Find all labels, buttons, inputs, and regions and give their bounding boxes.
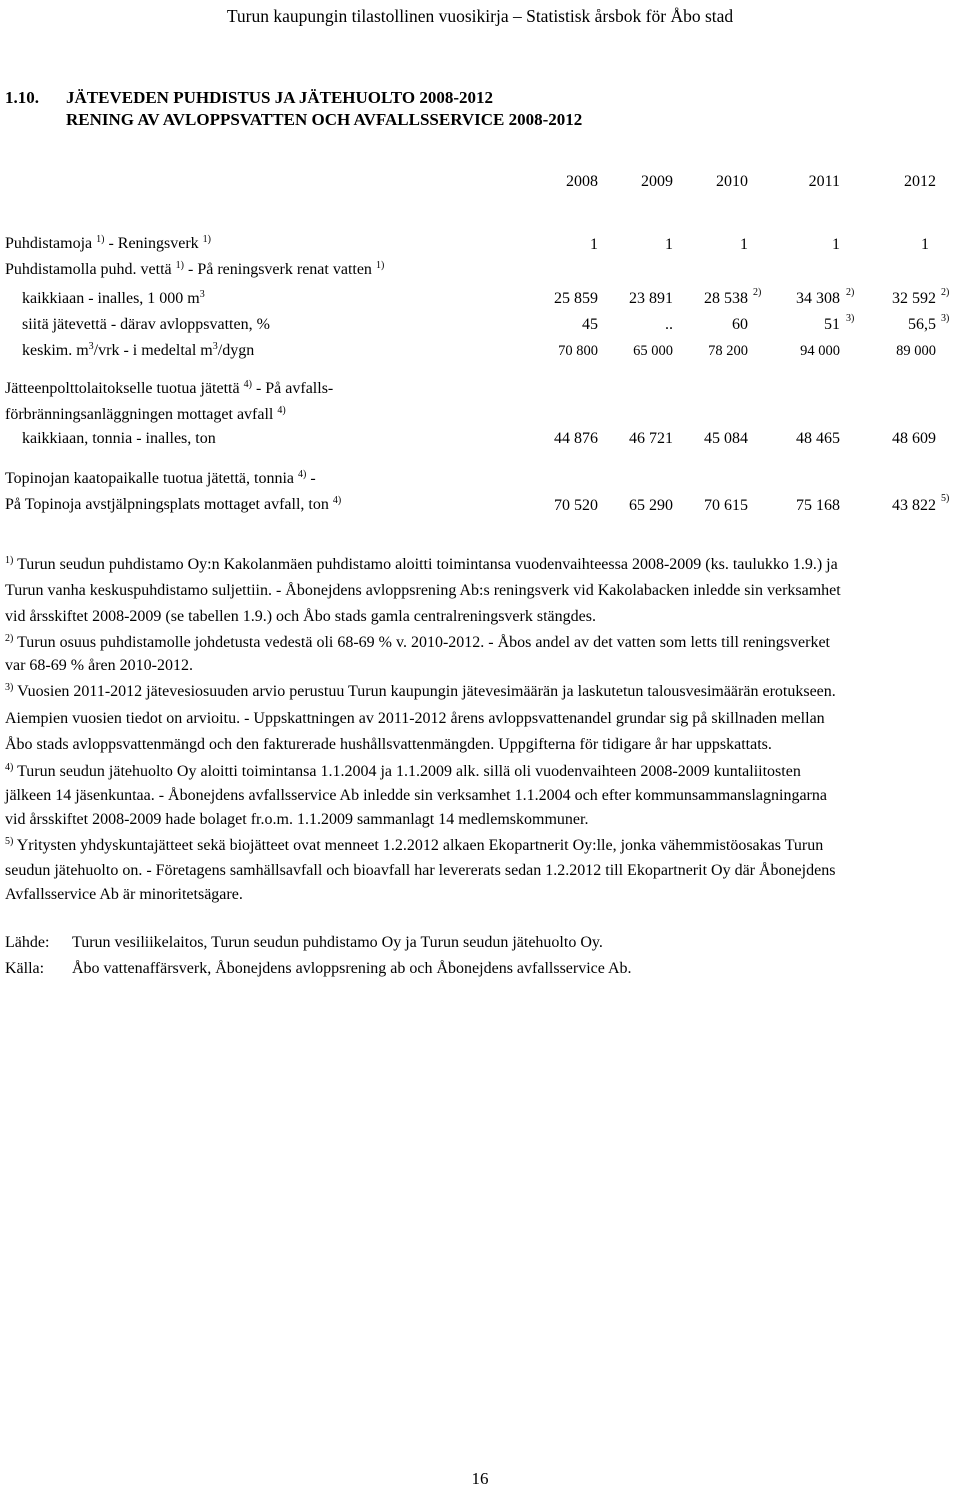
table-cell: 70 520 (554, 497, 598, 514)
footnote-ref: 2) (941, 287, 950, 298)
row-incineration-label-2: förbränningsanläggningen mottaget avfall $^{4)}$ (5, 405, 286, 423)
table-cell: 75 168 (796, 497, 840, 514)
year-2010: 2010 (716, 173, 748, 190)
footnote-2-line-2: var 68-69 % åren 2010-2012. (5, 657, 193, 674)
table-cell: 60 (732, 316, 748, 333)
source-label-sv: Källa: (5, 960, 45, 977)
table-cell: 44 876 (554, 430, 598, 447)
table-cell: 89 000 (896, 343, 936, 359)
table-cell: 23 891 (629, 290, 673, 307)
table-cell: 46 721 (629, 430, 673, 447)
table-cell: 94 000 (800, 343, 840, 359)
table-cell: 34 308 (796, 290, 840, 307)
table-title-sv: RENING AV AVLOPPSVATTEN OCH AVFALLSSERVICE 2008-2012 (66, 110, 583, 129)
row-incineration-label-1: Jätteenpolttolaitokselle tuotua jätettä $^{4)}$ - På avfalls- (5, 379, 334, 397)
table-cell: 51 (824, 316, 840, 333)
table-cell: 43 822 (892, 497, 936, 514)
table-cell: 1 (590, 236, 598, 253)
table-cell: 1 (832, 236, 840, 253)
footnote-ref: 2) (753, 287, 762, 298)
footnote-5-line-2: seudun jätehuolto on. - Företagens samhällsavfall och bioavfall har levererats sedan 1.2.2012 till Ekopartnerit Oy där Åbonejdens (5, 862, 836, 879)
footnote-1-line-1: $^{1)}$ Turun seudun puhdistamo Oy:n Kakolanmäen puhdistamo aloitti toimintansa vuodenvaihteessa 2008-2009 (ks. taulukko 1.9.) ja (5, 555, 838, 573)
source-text-sv: Åbo vattenaffärsverk, Åbonejdens avloppsrening ab och Åbonejdens avfallsservice Ab. (72, 960, 632, 977)
footnote-5-line-1: $^{5)}$ Yritysten yhdyskuntajätteet sekä biojätteet ovat menneet 1.2.2012 alkaen Ekopartnerit Oy:lle, jonka vähemmistöosakas Turun (5, 836, 824, 854)
table-cell: 70 615 (704, 497, 748, 514)
footnote-4-line-1: $^{4)}$ Turun seudun jätehuolto Oy aloitti toimintansa 1.1.2004 ja 1.1.2009 alk. sillä oli vuodenvaihteen 2008-2009 kuntaliitosten (5, 762, 801, 780)
table-cell: 48 609 (892, 430, 936, 447)
footnote-3-line-3: Åbo stads avloppsvattenmängd och den fakturerade hushållsvattenmängden. Uppgifterna för tidigare år har uppskattats. (5, 736, 772, 753)
table-cell: 1 (665, 236, 673, 253)
footnote-1-line-3: vid årsskiftet 2008-2009 (se tabellen 1.9.) och Åbo stads gamla centralreningsverk stängdes. (5, 608, 596, 625)
table-cell: 45 (582, 316, 598, 333)
table-cell: 1 (921, 236, 929, 253)
table-cell: 45 084 (704, 430, 748, 447)
table-cell: 32 592 (892, 290, 936, 307)
table-cell: 65 290 (629, 497, 673, 514)
footnote-4-line-2: jälkeen 14 jäsenkuntaa. - Åbonejdens avfallsservice Ab inledde sin verksamhet 1.1.2004 och efter kommunsammanslagningarna (5, 787, 827, 804)
row-share-label: siitä jätevettä - därav avloppsvatten, % (22, 316, 270, 333)
footnote-4-line-3: vid årsskiftet 2008-2009 hade bolaget fr.o.m. 1.1.2009 sammanlagt 14 medlemskommuner. (5, 811, 589, 828)
row-treated-label: Puhdistamolla puhd. vettä $^{1)}$ - På reningsverk renat vatten $^{1)}$ (5, 260, 385, 278)
table-cell: 48 465 (796, 430, 840, 447)
footnote-3-line-2: Aiempien vuosien tiedot on arvioitu. - Uppskattningen av 2011-2012 årens avloppsvattenandel grundar sig på skillnaden mellan (5, 710, 825, 727)
table-number: 1.10. (5, 88, 39, 107)
table-cell: 78 200 (708, 343, 748, 359)
year-2011: 2011 (808, 173, 840, 190)
table-cell: 70 800 (558, 343, 598, 359)
row-landfill-label-2: På Topinoja avstjälpningsplats mottaget avfall, ton $^{4)}$ (5, 495, 342, 513)
footnote-ref: 3) (846, 313, 855, 324)
source-label-fi: Lähde: (5, 934, 50, 951)
row-incineration-label-3: kaikkiaan, tonnia - inalles, ton (22, 430, 216, 447)
page-header: Turun kaupungin tilastollinen vuosikirja – Statistisk årsbok för Åbo stad (226, 6, 734, 26)
footnote-3-line-1: $^{3)}$ Vuosien 2011-2012 jätevesiosuuden arvio perustuu Turun kaupungin jätevesimäärän ja laskutetun talousvesimäärän erotukseen. (5, 682, 836, 700)
table-cell: .. (665, 316, 673, 333)
footnote-ref: 3) (941, 313, 950, 324)
table-cell: 56,5 (908, 316, 936, 333)
table-cell: 65 000 (633, 343, 673, 359)
table-cell: 28 538 (704, 290, 748, 307)
table-cell: 1 (740, 236, 748, 253)
row-landfill-label-1: Topinojan kaatopaikalle tuotua jätettä, tonnia $^{4)}$ - (5, 469, 316, 487)
footnote-ref: 2) (846, 287, 855, 298)
table-title-fi: JÄTEVEDEN PUHDISTUS JA JÄTEHUOLTO 2008-2012 (66, 88, 493, 107)
row-daily-label: keskim. $m^3$/vrk - i medeltal $m^3$/dygn (22, 341, 255, 359)
year-2008: 2008 (566, 173, 598, 190)
page-number: 16 (471, 1469, 489, 1488)
year-2009: 2009 (641, 173, 673, 190)
year-2012: 2012 (904, 173, 936, 190)
footnote-5-line-3: Avfallsservice Ab är minoritetsägare. (5, 886, 243, 903)
footnote-ref: 5) (941, 493, 950, 504)
footnote-1-line-2: Turun vanha keskuspuhdistamo suljettiin. - Åbonejdens avloppsrening Ab:s reningsverk vid Kakolabacken inledde sin verksamhet (5, 582, 841, 599)
table-cell: 25 859 (554, 290, 598, 307)
row-plants-label: Puhdistamoja $^{1)}$ - Reningsverk $^{1)}$ (5, 234, 211, 252)
footnote-2-line-1: $^{2)}$ Turun osuus puhdistamolle johdetusta vedestä oli 68-69 % v. 2010-2012. - Åbos andel av det vatten som letts till reningsverket (5, 633, 830, 651)
row-total-label: kaikkiaan - inalles, 1 000 $m^3$ (22, 289, 205, 307)
source-text-fi: Turun vesiliikelaitos, Turun seudun puhdistamo Oy ja Turun seudun jätehuolto Oy. (72, 934, 603, 951)
